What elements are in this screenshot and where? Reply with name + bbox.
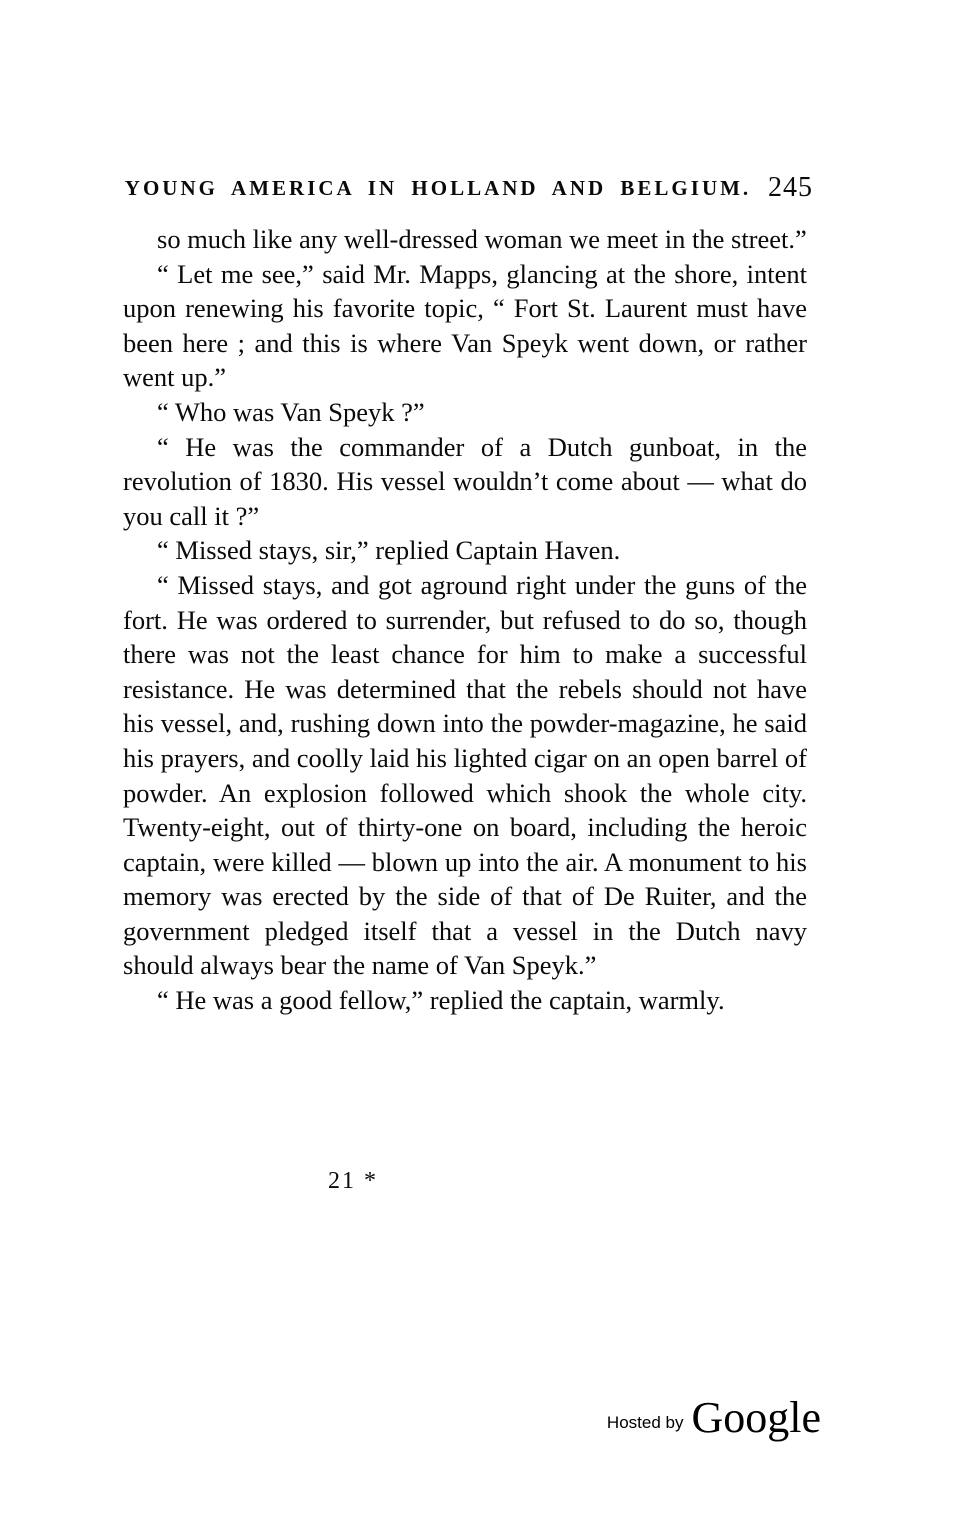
watermark — [607, 1392, 821, 1443]
paragraph: “ Let me see,” said Mr. Mapps, glancing at the shore, intent upon renewing his favorite topic, “ Fort St. Laurent must have been here ; and this is where Van Speyk went down, or rather went up.” — [123, 258, 807, 393]
paragraph: “ He was the commander of a Dutch gunboat, in the revolution of 1830. His vessel wouldn’t come about — what do you call it ?” — [123, 431, 807, 531]
paragraph: so much like any well-dressed woman we meet in the street.” — [157, 224, 807, 254]
google-logo: Google — [691, 1393, 821, 1442]
paragraph: “ Missed stays, sir,” replied Captain Haven. — [157, 535, 621, 566]
hosted-by-label: Hosted by — [606, 1412, 684, 1432]
page-title: YOUNG AMERICA IN HOLLAND AND BELGIUM. — [124, 176, 752, 200]
body-text — [123, 222, 807, 1018]
running-head — [123, 172, 813, 206]
paragraph: “ He was a good fellow,” replied the captain, warmly. — [157, 985, 725, 1016]
signature-mark: 21 * — [328, 1168, 378, 1194]
page-number: 245 — [768, 172, 813, 203]
paragraph: “ Missed stays, and got aground right under the guns of the fort. He was ordered to surrender, but refused to do so, though there was not the least chance for him to make a successful resistance. He was determined that the rebels should not have his vessel, and, rushing down into the powder-magazine, he said his prayers, and coolly laid his lighted cigar on an open barrel of powder. An explosion followed which shook the whole city. Twenty-eight, out of thirty-one on board, including the heroic captain, were killed — blown up into the air. A monument to his memory was erected by the side of that of De Ruiter, and the government pledged itself that a vessel in the Dutch navy should always bear the name of Van Speyk.” — [123, 569, 807, 981]
paragraph: “ Who was Van Speyk ?” — [157, 396, 425, 427]
